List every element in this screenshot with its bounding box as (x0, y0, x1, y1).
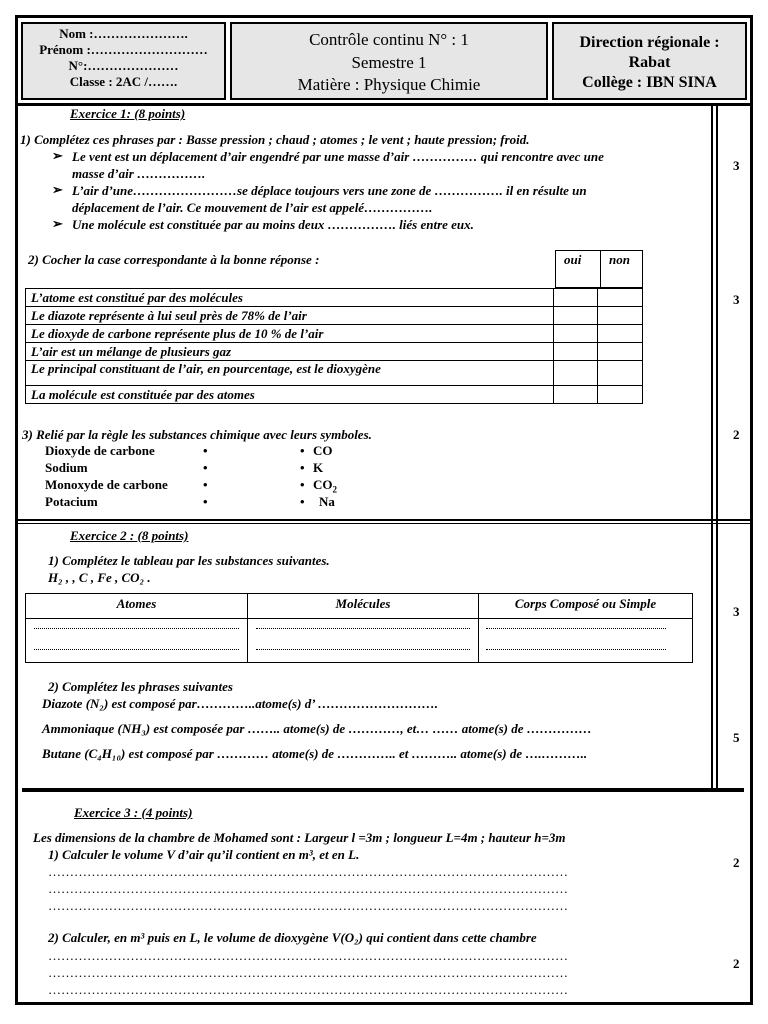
checkbox-non[interactable] (598, 307, 643, 325)
answer-line[interactable]: ………………………………………………………………………………………………………… (48, 948, 568, 963)
match-dot-left[interactable]: • (203, 460, 208, 475)
symbol: K (313, 460, 324, 475)
col-non: non (609, 252, 630, 267)
ex2-title: Exercice 2 : (8 points) (70, 528, 189, 543)
ex3-statement: Les dimensions de la chambre de Mohamed sont : Largeur l =3m ; longueur L=4m ; hauteur h=3m (33, 830, 566, 845)
ex1-title: Exercice 1: (8 points) (70, 106, 186, 121)
answer-line[interactable] (256, 628, 470, 629)
checkbox-non[interactable] (598, 289, 643, 307)
statement: Le dioxyde de carbone représente plus de 10 % de l’air (26, 325, 554, 343)
section-divider-1b (15, 523, 753, 524)
table-row (26, 325, 643, 343)
answer-line[interactable]: ………………………………………………………………………………………………………… (48, 881, 568, 896)
school-name: Collège : IBN SINA (582, 74, 717, 91)
checkbox-non[interactable] (598, 386, 643, 404)
answer-line[interactable]: ………………………………………………………………………………………………………… (48, 864, 568, 879)
col-molecules: Molécules (335, 596, 391, 611)
student-name: Nom :…………………. (59, 26, 188, 41)
ex2-q2-line2: Ammoniaque (NH₃) est composée par …….. atome(s) de …………, et… …… atome(s) de …………… (42, 721, 592, 736)
ex1-q1-prompt: 1) Complétez ces phrases par : Basse pression ; chaud ; atomes ; le vent ; haute pression; froid. (20, 132, 530, 147)
match-dot-left[interactable]: • (203, 494, 208, 509)
statement: L’air est un mélange de plusieurs gaz (26, 343, 554, 361)
ex3-q1-points: 2 (733, 855, 740, 870)
col-atomes: Atomes (116, 596, 157, 611)
table-row (26, 361, 643, 386)
ex1-q3-points: 2 (733, 427, 740, 442)
match-dot-right[interactable]: • (300, 477, 305, 492)
section-divider-2 (22, 788, 744, 792)
table-row (26, 307, 643, 325)
ex1-q1-bullet2: L’air d’une……………………se déplace toujours vers une zone de ……………. il en résulte un (72, 183, 587, 198)
ex1-q2-prompt: 2) Cocher la case correspondante à la bonne réponse : (28, 252, 320, 267)
ex2-q2-line3: Butane (C₄H₁₀) est composé par ………… atome(s) de ………….. et ……….. atome(s) de ….……….. (42, 746, 588, 761)
col-oui: oui (564, 252, 582, 267)
answer-line[interactable]: ………………………………………………………………………………………………………… (48, 965, 568, 980)
substance-name: Dioxyde de carbone (45, 443, 155, 458)
table-row (26, 386, 643, 404)
ex2-q2-prompt: 2) Complétez les phrases suivantes (48, 679, 233, 694)
exam-title-box (230, 22, 548, 100)
ex3-title: Exercice 3 : (4 points) (74, 805, 193, 820)
checkbox-oui[interactable] (553, 325, 598, 343)
answer-line[interactable] (486, 649, 666, 650)
checkbox-oui[interactable] (553, 289, 598, 307)
points-column-left (711, 106, 713, 788)
symbol: $CO_2$ (313, 477, 337, 495)
ex1-q2-points: 3 (733, 292, 740, 307)
checkbox-non[interactable] (598, 361, 643, 386)
symbol: CO (313, 443, 333, 458)
answer-line[interactable]: ………………………………………………………………………………………………………… (48, 898, 568, 913)
points-column-right (716, 106, 718, 788)
true-false-table (25, 288, 643, 404)
ex3-q2-prompt: 2) Calculer, en m³ puis en L, le volume de dioxygène V(O₂) qui contient dans cette chambre (48, 930, 537, 945)
ex1-q1-bullet1-cont: masse d’air ……………. (72, 166, 206, 181)
checkbox-non[interactable] (598, 343, 643, 361)
student-class: Classe : 2AC /……. (69, 74, 178, 89)
ex2-q1-points: 3 (733, 604, 740, 619)
table-row (26, 343, 643, 361)
section-divider-1 (15, 519, 753, 521)
ex1-q3-prompt: 3) Relié par la règle les substances chimique avec leurs symboles. (22, 427, 372, 442)
ex3-q2-points: 2 (733, 956, 740, 971)
school-direction: Direction régionale : (579, 34, 720, 51)
answer-line[interactable]: ………………………………………………………………………………………………………… (48, 982, 568, 997)
classification-table (25, 593, 693, 663)
matching-list (45, 443, 365, 513)
statement: Le diazote représente à lui seul près de 78% de l’air (26, 307, 554, 325)
student-number: N°:………………… (68, 58, 179, 73)
match-dot-right[interactable]: • (300, 443, 305, 458)
ex1-q1-bullet2-cont: déplacement de l’air. Ce mouvement de l’air est appelé……………. (72, 200, 433, 215)
ex2-q1-substances: H₂ , , C , Fe , CO₂ . (48, 570, 151, 585)
match-dot-right[interactable]: • (300, 494, 305, 509)
substance-name: Potacium (45, 494, 98, 509)
student-info-box (21, 22, 226, 100)
answer-line[interactable] (486, 628, 666, 629)
checkbox-oui[interactable] (553, 386, 598, 404)
substance-name: Sodium (45, 460, 88, 475)
table-row (26, 289, 643, 307)
match-dot-right[interactable]: • (300, 460, 305, 475)
statement: Le principal constituant de l’air, en pourcentage, est le dioxygène (26, 361, 554, 386)
ex1-q1-bullet3: Une molécule est constituée par au moins deux ……………. liés entre eux. (72, 217, 474, 232)
checkbox-oui[interactable] (553, 361, 598, 386)
bullet-arrow-icon: ➢ (52, 216, 63, 231)
student-firstname: Prénom :……………………… (39, 42, 208, 57)
ex1-q1-bullet1: Le vent est un déplacement d’air engendré par une masse d’air …………… qui rencontre avec une (72, 149, 604, 164)
ex3-q1-prompt: 1) Calculer le volume V d’air qu’il contient en m³, et en L. (48, 847, 360, 862)
ex2-q2-line1: Diazote (N₂) est composé par…………..atome(s) d’ ………………………. (42, 696, 439, 711)
school-info-box (552, 22, 747, 100)
match-dot-left[interactable]: • (203, 443, 208, 458)
symbol: Na (319, 494, 335, 509)
ex1-q1-points: 3 (733, 158, 740, 173)
answer-line[interactable] (256, 649, 470, 650)
statement: L’atome est constitué par des molécules (26, 289, 554, 307)
bullet-arrow-icon: ➢ (52, 148, 63, 163)
school-city: Rabat (628, 54, 671, 71)
col-corps: Corps Composé ou Simple (514, 596, 657, 611)
exam-semester: Semestre 1 (351, 53, 427, 72)
checkbox-non[interactable] (598, 325, 643, 343)
exam-title: Contrôle continu N° : 1 (309, 30, 469, 49)
bullet-arrow-icon: ➢ (52, 182, 63, 197)
checkbox-oui[interactable] (553, 343, 598, 361)
match-dot-left[interactable]: • (203, 477, 208, 492)
checkbox-oui[interactable] (553, 307, 598, 325)
answer-line[interactable] (34, 649, 239, 650)
ex2-q1-prompt: 1) Complétez le tableau par les substances suivantes. (48, 553, 330, 568)
yes-no-header (555, 250, 643, 288)
ex2-q2-points: 5 (733, 730, 740, 745)
exam-subject: Matière : Physique Chimie (297, 75, 481, 94)
answer-line[interactable] (34, 628, 239, 629)
statement: La molécule est constituée par des atomes (26, 386, 554, 404)
substance-name: Monoxyde de carbone (45, 477, 168, 492)
